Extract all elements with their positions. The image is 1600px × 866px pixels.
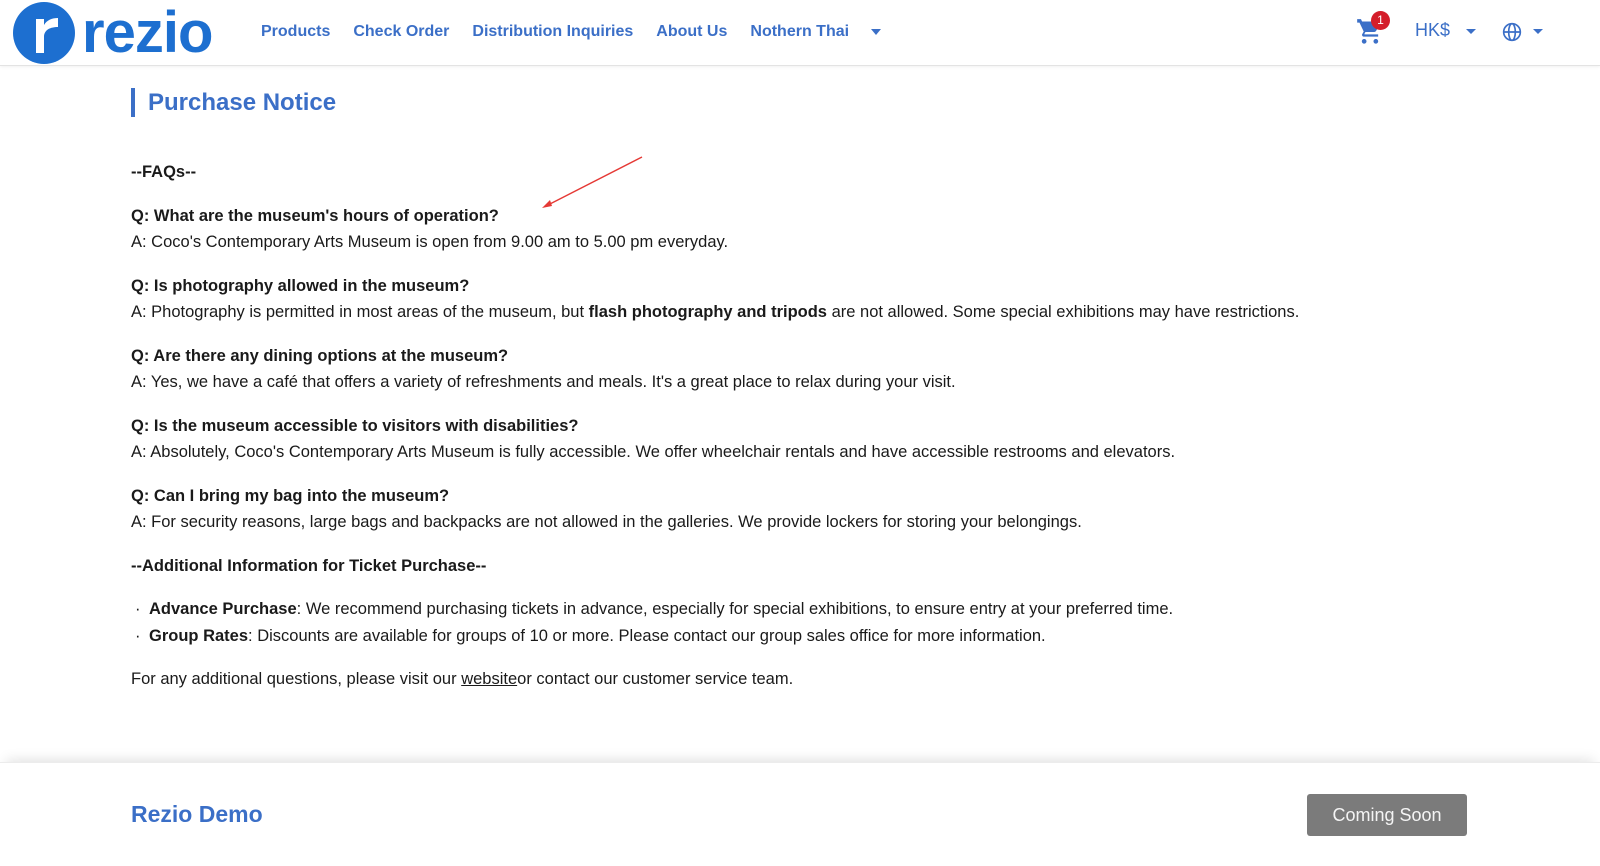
language-chevron-down-icon[interactable] [1531,24,1545,38]
list-item: · Group Rates: Discounts are available for groups of 10 or more. Please contact our group sales office for more information. [135,626,1046,645]
logo-text: rezio [82,0,213,65]
rezio-logo[interactable] [12,1,212,65]
bullet-label: Advance Purchase [149,600,297,618]
faq-question: Q: Is photography allowed in the museum? [131,276,470,295]
currency-chevron-down-icon[interactable] [1464,24,1478,38]
page-title: Purchase Notice [131,88,336,117]
nav-nothern-thai[interactable]: Nothern Thai [750,23,850,40]
additional-info-heading: --Additional Information for Ticket Purchase-- [131,556,487,575]
faq-question: Q: What are the museum's hours of operation? [131,206,499,225]
nav-distribution-inquiries[interactable]: Distribution Inquiries [472,23,634,40]
faq-heading: --FAQs-- [131,163,197,181]
logo-mark-icon [12,1,76,65]
faq-answer: A: Absolutely, Coco's Contemporary Arts Museum is fully accessible. We offer wheelchair rentals and have accessible restrooms and elevators. [131,443,1176,461]
main-nav [261,0,886,64]
faq-answer: A: Yes, we have a café that offers a variety of refreshments and meals. It's a great place to relax during your visit. [131,373,956,391]
coming-soon-button[interactable]: Coming Soon [1307,794,1467,836]
purchase-notice-content [131,159,1571,693]
nav-products[interactable]: Products [261,23,331,40]
faq-answer: A: For security reasons, large bags and backpacks are not allowed in the galleries. We provide lockers for storing your belongings. [131,513,1082,531]
globe-icon[interactable] [1502,22,1522,42]
currency-selector[interactable]: HK$ [1415,20,1451,40]
top-header [0,0,1600,66]
nav-about-us[interactable]: About Us [656,23,728,40]
faq-answer-emphasis: flash photography and tripods [588,303,827,321]
faq-question: Q: Is the museum accessible to visitors with disabilities? [131,416,579,435]
footer-brand: Rezio Demo [131,801,263,827]
footer [0,762,1600,866]
faq-question: Q: Are there any dining options at the museum? [131,346,509,365]
website-link[interactable]: website [461,670,518,688]
nav-check-order[interactable]: Check Order [353,23,450,40]
bullet-label: Group Rates [149,626,249,645]
closing-text: For any additional questions, please visit our websiteor contact our customer service team. [131,670,794,688]
chevron-down-icon[interactable] [866,22,886,42]
faq-answer: A: Photography is permitted in most areas of the museum, but flash photography and tripods are not allowed. Some special exhibitions may have restrictions. [131,303,1300,321]
faq-answer: A: Coco's Contemporary Arts Museum is open from 9.00 am to 5.00 pm everyday. [131,233,729,251]
list-item: · Advance Purchase: We recommend purchasing tickets in advance, especially for special exhibitions, to ensure entry at your preferred time. [135,600,1174,618]
cart-count-badge: 1 [1371,11,1390,30]
faq-question: Q: Can I bring my bag into the museum? [131,486,450,505]
